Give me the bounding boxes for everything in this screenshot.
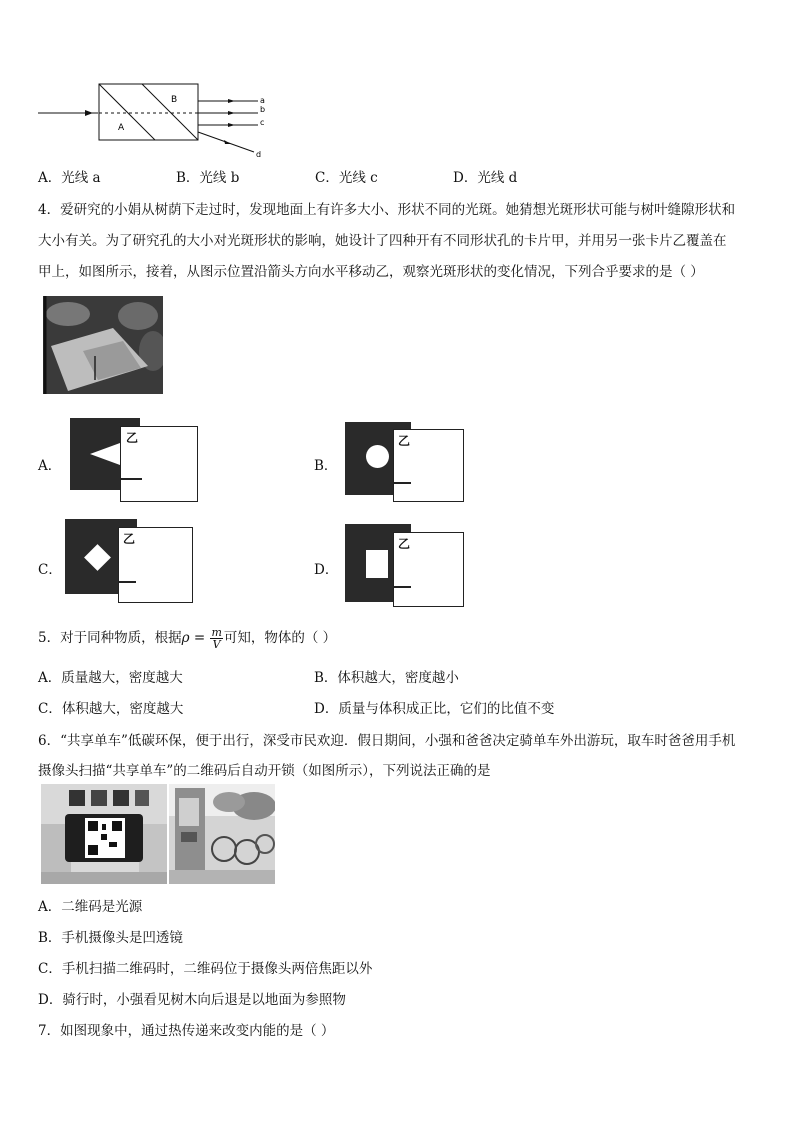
square-hole: [366, 550, 388, 578]
q4-line-1: 4．爱研究的小娟从树荫下走过时，发现地面上有许多大小、形状不同的光斑。她猜想光斑形状可能与树叶缝隙形状和: [38, 202, 736, 218]
q5-stem: [38, 626, 336, 650]
fraction-denominator: V: [212, 638, 221, 651]
bike-rack-photo: [169, 784, 275, 884]
ray-label-d: d: [256, 150, 262, 159]
fraction-numerator: m: [211, 626, 222, 639]
cards-photo: [43, 296, 163, 394]
card-option-b: [345, 422, 465, 502]
equals-sign: =: [189, 630, 210, 646]
qr-scan-photo: [41, 784, 167, 884]
q5-option-d[interactable]: D．质量与体积成正比，它们的比值不变: [314, 701, 555, 717]
q6-line-2: 摄像头扫描“共享单车”的二维码后自动开锁（如图所示），下列说法正确的是: [38, 763, 491, 779]
prism-light-diagram: [38, 80, 278, 160]
q4-line-2: 大小有关。为了研究孔的大小对光斑形状的影响，她设计了四种开有不同形状孔的卡片甲，并用另一张卡片乙覆盖在: [38, 233, 727, 249]
q6-line-1: 6．“共享单车”低碳环保，便于出行，深受市民欢迎．假日期间，小强和爸爸决定骑单车外出游玩，取车时爸爸用手机: [38, 733, 736, 749]
q4-option-d[interactable]: D．: [314, 562, 339, 578]
q6-option-d[interactable]: D．骑行时，小强看见树木向后退是以地面为参照物: [38, 992, 346, 1008]
circle-hole: [366, 445, 389, 468]
card-yi-label-c: 乙: [123, 532, 136, 546]
q5-option-a[interactable]: A．质量越大，密度越大: [38, 670, 183, 686]
q5-option-b[interactable]: B．体积越大，密度越小: [314, 670, 459, 686]
q4-line-3: 甲上，如图所示，接着，从图示位置沿箭头方向水平移动乙，观察光斑形状的变化情况，下列合乎要求的是（ ）: [38, 264, 704, 280]
card-yi-label-a: 乙: [126, 431, 139, 445]
q4-option-b[interactable]: B．: [314, 458, 338, 474]
q3-option-b[interactable]: B．光线 b: [176, 170, 240, 186]
q6-option-c[interactable]: C．手机扫描二维码时，二维码位于摄像头两倍焦距以外: [38, 961, 373, 977]
card-option-c: [65, 519, 193, 605]
q6-option-a[interactable]: A．二维码是光源: [38, 899, 143, 915]
triangle-hole: [90, 443, 120, 465]
q3-option-c[interactable]: C．光线 c: [315, 170, 378, 186]
q5-prefix: 5．对于同种物质，根据: [38, 630, 182, 646]
prism-label-a: A: [118, 123, 125, 133]
card-yi-label-b: 乙: [398, 434, 411, 448]
q4-option-a[interactable]: A．: [38, 458, 62, 474]
ray-label-b: b: [260, 105, 266, 114]
q5-suffix: 可知，物体的（ ）: [223, 630, 337, 646]
card-option-d: [345, 524, 465, 608]
ray-label-c: c: [260, 118, 265, 127]
q3-option-d[interactable]: D．光线 d: [453, 170, 518, 186]
prism-label-b: B: [171, 95, 178, 105]
rho-symbol: ρ: [181, 630, 190, 646]
card-option-a: [70, 418, 198, 502]
ray-label-a: a: [260, 96, 265, 105]
mass-over-volume-fraction: [210, 627, 222, 650]
q5-option-c[interactable]: C．体积越大，密度越大: [38, 701, 184, 717]
q3-option-a[interactable]: A．光线 a: [38, 170, 101, 186]
card-yi-label-d: 乙: [398, 537, 411, 551]
q7-stem: 7．如图现象中，通过热传递来改变内能的是（ ）: [38, 1023, 335, 1039]
q6-option-b[interactable]: B．手机摄像头是凹透镜: [38, 930, 183, 946]
q4-option-c[interactable]: C．: [38, 562, 62, 578]
